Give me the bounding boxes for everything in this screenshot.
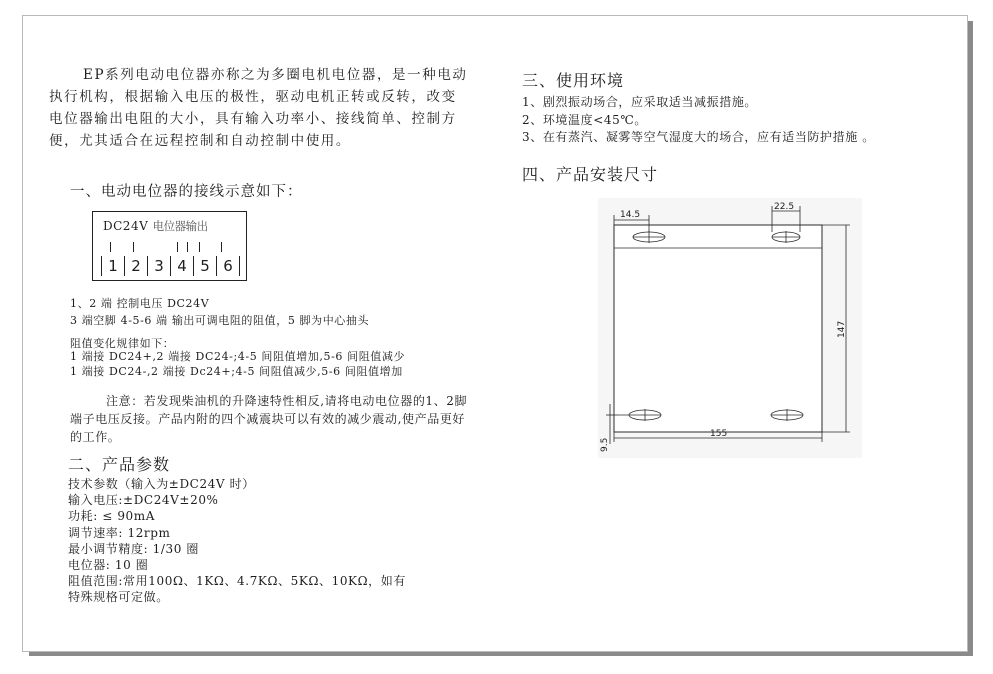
- params-heading: 二、产品参数: [68, 455, 171, 474]
- dim-bottom: 9.5: [600, 437, 610, 452]
- params-list: [68, 476, 406, 606]
- param-line: 技术参数（输入为±DC24V 时）: [68, 477, 255, 491]
- terminal-4: 4: [170, 256, 193, 276]
- terminal-1: 1: [101, 256, 124, 276]
- terminal-2: 2: [124, 256, 147, 276]
- param-line: 输入电压:±DC24V±20%: [68, 493, 219, 508]
- terminal-3: 3: [147, 256, 170, 276]
- terminal-label-dc24v: DC24V: [103, 219, 149, 233]
- rule-line-2: 1 端接 DC24-,2 端接 Dc24+;4-5 间阻值减少,5-6 间阻值增加: [70, 365, 403, 378]
- terminal-row: [101, 256, 240, 276]
- intro-paragraph: EP系列电动电位器亦称之为多圈电机电位器，是一种电动执行机构，根据输入电压的极性，驱动电机正转或反转，改变电位器输出电阻的大小，具有输入功率小、接线简单、控制方便，尤其适合在远程控制和自动控制中使用。: [49, 67, 468, 149]
- wiring-heading: 一、电动电位器的接线示意如下：: [70, 184, 303, 200]
- environment-item: 1、剧烈振动场合，应采取适当减振措施。: [522, 95, 758, 109]
- dim-right-slot: 22.5: [774, 202, 795, 212]
- terminal-labels: [103, 218, 208, 234]
- environment-item: 2、环境温度<45℃。: [522, 112, 647, 127]
- dim-width: 155: [710, 429, 728, 439]
- wiring-note-1: 1、2 端 控制电压 DC24V: [70, 297, 210, 310]
- param-line: 调节速率: 12rpm: [68, 525, 171, 540]
- terminal-label-output: 电位器输出: [152, 219, 208, 233]
- mounting-dimension-drawing: [598, 198, 862, 458]
- terminal-5: 5: [193, 256, 216, 276]
- install-heading: 四、产品安装尺寸: [522, 165, 659, 184]
- environment-item: 3、在有蒸汽、凝雾等空气湿度大的场合，应有适当防护措施 。: [522, 130, 875, 144]
- rule-line-1: 1 端接 DC24+,2 端接 DC24-;4-5 间阻值增加,5-6 间阻值减少: [70, 350, 406, 363]
- environment-heading: 三、使用环境: [522, 71, 625, 90]
- param-line: 特殊规格可定做。: [68, 590, 169, 605]
- param-line: 功耗: ≤ 90mA: [68, 509, 156, 524]
- wiring-note-2: 3 端空脚 4-5-6 端 输出可调电阻的阻值，5 脚为中心抽头: [70, 314, 370, 327]
- rule-title: 阻值变化规律如下：: [70, 337, 175, 350]
- caution-note: 注意：若发现柴油机的升降速特性相反,请将电动电位器的1、2脚端子电压反接。产品内附的四个减震块可以有效的减少震动,使产品更好的工作。: [70, 394, 468, 444]
- dim-left-slot: 14.5: [620, 210, 641, 220]
- environment-list: [522, 94, 875, 147]
- terminal-6: 6: [216, 256, 240, 276]
- terminal-block-diagram: [92, 211, 247, 281]
- dim-height: 147: [837, 320, 847, 338]
- param-line: 阻值范围:常用100Ω、1KΩ、4.7KΩ、5KΩ、10KΩ，如有: [68, 574, 406, 589]
- param-line: 最小调节精度: 1/30 圈: [68, 541, 200, 556]
- param-line: 电位器: 10 圈: [68, 558, 149, 573]
